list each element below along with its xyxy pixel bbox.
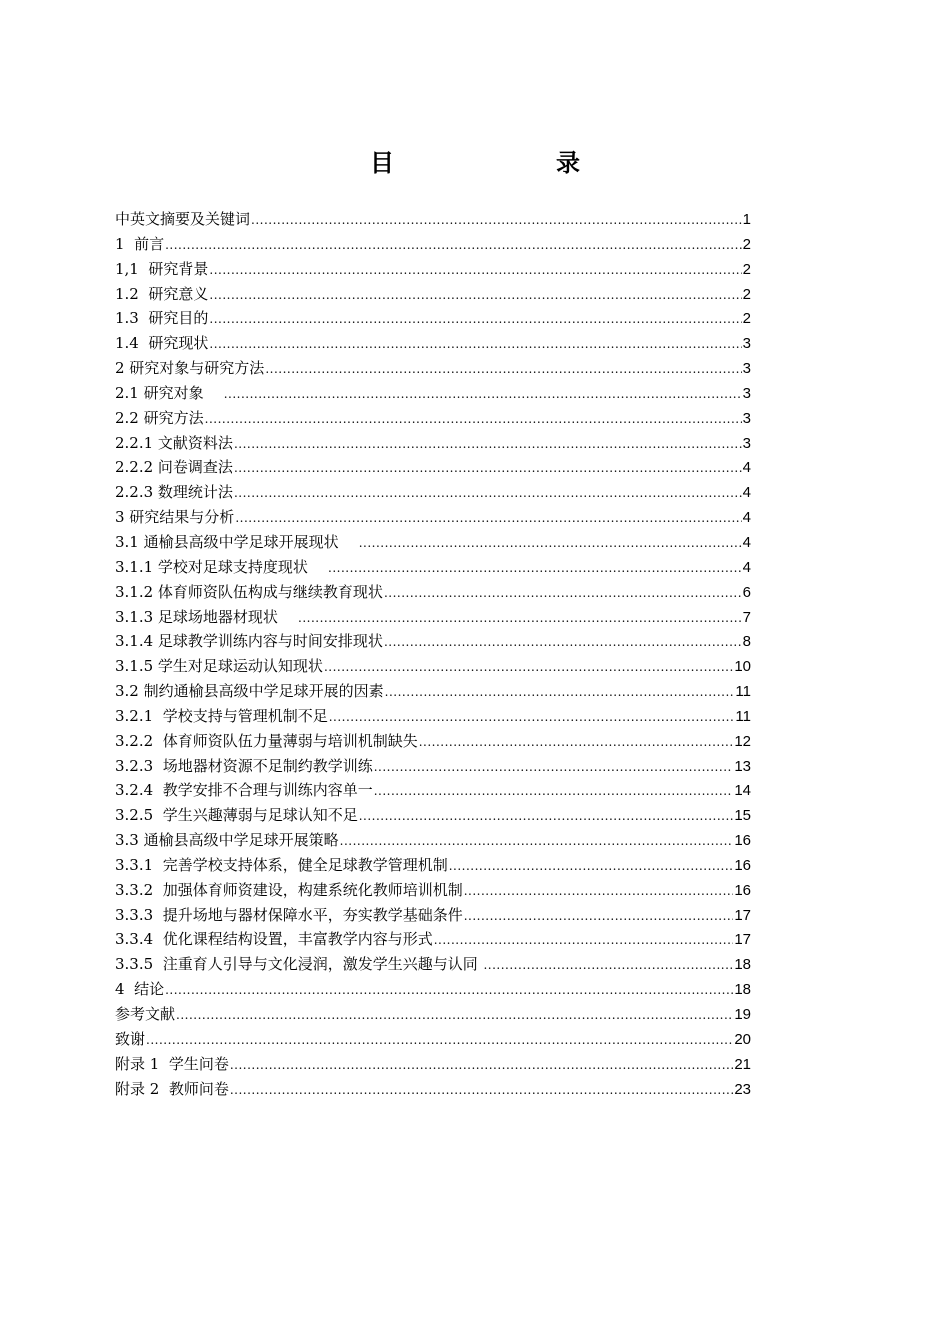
toc-entry-label: 1.4 研究现状 [115, 334, 209, 353]
toc-dot-leader [176, 1003, 733, 1027]
toc-entry-label: 3.2.5 学生兴趣薄弱与足球认知不足 [115, 806, 358, 825]
toc-entry[interactable] [115, 282, 751, 307]
toc-entry-label: 3.1.5 学生对足球运动认知现状 [115, 657, 323, 676]
toc-entry[interactable] [115, 431, 751, 456]
toc-entry[interactable] [115, 381, 751, 406]
toc-entry-page-number: 15 [734, 807, 751, 825]
toc-entry-label: 1,1 研究背景 [115, 259, 209, 278]
toc-entry-label: 1 前言 [115, 234, 165, 253]
toc-entry[interactable] [115, 977, 751, 1002]
toc-entry-label: 3.3.4 优化课程结构设置，丰富教学内容与形式 [115, 930, 433, 949]
toc-entry-label: 2.2.1 文献资料法 [115, 433, 233, 452]
toc-entry[interactable] [115, 1002, 751, 1027]
toc-entry-label: 2.2.2 问卷调查法 [115, 458, 233, 477]
toc-entry-label: 中英文摘要及关键词 [115, 210, 251, 228]
toc-dot-leader [234, 481, 742, 505]
toc-entry[interactable] [115, 754, 751, 779]
toc-entry[interactable] [115, 356, 751, 381]
toc-entry-page-number: 13 [734, 757, 751, 775]
toc-entry[interactable] [115, 629, 751, 654]
toc-dot-leader [209, 307, 741, 331]
toc-entry-page-number: 3 [742, 384, 751, 402]
toc-dot-leader [146, 1028, 733, 1052]
toc-entry-page-number: 18 [734, 956, 751, 974]
toc-dot-leader [230, 1053, 733, 1077]
toc-entry-page-number: 16 [734, 856, 751, 874]
toc-entry-label: 3.2 制约通榆县高级中学足球开展的因素 [115, 682, 384, 701]
toc-entry[interactable] [115, 580, 751, 605]
toc-dot-leader [328, 556, 742, 580]
toc-entry-label: 3.2.4 教学安排不合理与训练内容单一 [115, 781, 373, 800]
toc-entry[interactable] [115, 654, 751, 679]
toc-entry[interactable] [115, 257, 751, 282]
toc-entry-label: 3.1.2 体育师资队伍构成与继续教育现状 [115, 582, 383, 601]
toc-entry[interactable] [115, 878, 751, 903]
toc-entry-page-number: 17 [734, 906, 751, 924]
toc-dot-leader [359, 804, 734, 828]
toc-entry-label: 附录 1 学生问卷 [115, 1054, 229, 1073]
toc-entry[interactable] [115, 778, 751, 803]
toc-entry-page-number: 4 [742, 558, 751, 576]
toc-dot-leader [359, 531, 742, 555]
toc-dot-leader [419, 730, 734, 754]
toc-entry[interactable] [115, 803, 751, 828]
toc-entry-page-number: 2 [742, 235, 751, 253]
toc-entry-label: 3.3.2 加强体育师资建设，构建系统化教师培训机制 [115, 880, 463, 899]
toc-entry[interactable] [115, 331, 751, 356]
toc-entry-page-number: 23 [734, 1080, 751, 1098]
toc-entry-page-number: 1 [742, 211, 751, 228]
toc-dot-leader [483, 953, 733, 977]
toc-entry[interactable] [115, 232, 751, 257]
toc-entry-label: 2 研究对象与研究方法 [115, 359, 265, 378]
toc-entry-page-number: 21 [734, 1055, 751, 1073]
toc-entry-page-number: 3 [742, 434, 751, 452]
toc-dot-leader [434, 928, 734, 952]
toc-entry-page-number: 14 [734, 782, 751, 800]
toc-entry-label: 3.3.1 完善学校支持体系，健全足球教学管理机制 [115, 855, 448, 874]
toc-entry[interactable] [115, 555, 751, 580]
toc-dot-leader [209, 283, 741, 307]
toc-entry-page-number: 20 [734, 1030, 751, 1048]
toc-entry[interactable] [115, 1027, 751, 1052]
toc-entry[interactable] [115, 306, 751, 331]
toc-entry-page-number: 2 [742, 285, 751, 303]
toc-entry[interactable] [115, 828, 751, 853]
toc-entry-page-number: 4 [742, 484, 751, 502]
table-of-contents [115, 207, 751, 1101]
toc-entry-page-number: 17 [734, 931, 751, 949]
toc-entry-label: 4 结论 [115, 980, 165, 999]
toc-entry-page-number: 2 [742, 310, 751, 328]
toc-entry-page-number: 2 [742, 260, 751, 278]
toc-entry[interactable] [115, 605, 751, 630]
toc-entry-page-number: 18 [734, 981, 751, 999]
toc-entry-label: 2.2.3 数理统计法 [115, 483, 233, 502]
toc-dot-leader [165, 233, 742, 257]
toc-entry-page-number: 16 [734, 881, 751, 899]
toc-entry[interactable] [115, 207, 751, 232]
toc-entry[interactable] [115, 679, 751, 704]
toc-entry-label: 1.3 研究目的 [115, 309, 209, 328]
toc-dot-leader [385, 680, 735, 704]
toc-entry-page-number: 4 [742, 533, 751, 551]
toc-entry-page-number: 7 [742, 608, 751, 626]
toc-entry-label: 3 研究结果与分析 [115, 508, 235, 527]
toc-entry-page-number: 16 [734, 832, 751, 850]
toc-entry-page-number: 12 [734, 732, 751, 750]
toc-entry[interactable] [115, 927, 751, 952]
toc-dot-leader [449, 854, 734, 878]
toc-entry-page-number: 4 [742, 459, 751, 477]
toc-dot-leader [230, 1078, 733, 1102]
toc-entry-page-number: 19 [734, 1006, 751, 1023]
toc-entry-label: 3.3 通榆县高级中学足球开展策略 [115, 831, 339, 850]
toc-dot-leader [464, 879, 734, 903]
toc-entry-label: 3.3.3 提升场地与器材保障水平，夯实教学基础条件 [115, 905, 463, 924]
toc-dot-leader [374, 755, 734, 779]
toc-dot-leader [209, 258, 741, 282]
toc-dot-leader [340, 829, 734, 853]
toc-dot-leader [384, 630, 742, 654]
toc-entry[interactable] [115, 853, 751, 878]
toc-entry-label: 3.1.1 学校对足球支持度现状 [115, 557, 328, 576]
toc-entry[interactable] [115, 406, 751, 431]
toc-dot-leader [464, 904, 734, 928]
toc-dot-leader [329, 705, 735, 729]
toc-entry[interactable] [115, 903, 751, 928]
toc-dot-leader [234, 456, 742, 480]
toc-entry-page-number: 11 [735, 683, 751, 701]
toc-dot-leader [165, 978, 733, 1002]
toc-entry-page-number: 8 [742, 633, 751, 651]
toc-dot-leader [298, 606, 742, 630]
toc-title: 目 录 [370, 149, 618, 177]
toc-entry-label: 附录 2 教师问卷 [115, 1079, 229, 1098]
toc-dot-leader [235, 506, 741, 530]
toc-dot-leader [205, 407, 742, 431]
toc-entry-label: 3.2.3 场地器材资源不足制约教学训练 [115, 756, 373, 775]
toc-entry-label: 3.2.1 学校支持与管理机制不足 [115, 706, 328, 725]
toc-dot-leader [234, 432, 742, 456]
toc-entry[interactable] [115, 952, 751, 977]
toc-entry-label: 3.2.2 体育师资队伍力量薄弱与培训机制缺失 [115, 731, 418, 750]
toc-entry[interactable] [115, 729, 751, 754]
toc-entry-page-number: 4 [742, 509, 751, 527]
toc-entry-page-number: 6 [742, 583, 751, 601]
toc-dot-leader [374, 779, 734, 803]
toc-entry-label: 致谢 [115, 1029, 146, 1048]
toc-entry-page-number: 3 [742, 409, 751, 427]
toc-dot-leader [209, 332, 741, 356]
toc-entry-label: 3.3.5 注重育人引导与文化浸润，激发学生兴趣与认同 [115, 955, 483, 974]
toc-dot-leader [251, 208, 742, 232]
toc-entry-page-number: 10 [734, 658, 751, 676]
toc-entry[interactable] [115, 455, 751, 480]
toc-dot-leader [265, 357, 741, 381]
toc-entry[interactable] [115, 704, 751, 729]
toc-entry[interactable] [115, 480, 751, 505]
toc-entry-label: 3.1 通榆县高级中学足球开展现状 [115, 532, 358, 551]
toc-dot-leader [324, 655, 733, 679]
toc-entry-label: 1.2 研究意义 [115, 284, 209, 303]
toc-entry-label: 2.1 研究对象 [115, 383, 223, 402]
toc-entry[interactable] [115, 1077, 751, 1102]
toc-entry-page-number: 3 [742, 360, 751, 378]
toc-dot-leader [224, 382, 742, 406]
toc-entry-label: 3.1.3 足球场地器材现状 [115, 607, 298, 626]
toc-entry[interactable] [115, 505, 751, 530]
toc-entry-label: 参考文献 [115, 1005, 176, 1023]
toc-dot-leader [384, 581, 742, 605]
toc-entry[interactable] [115, 530, 751, 555]
toc-entry-page-number: 11 [735, 707, 751, 725]
toc-entry-page-number: 3 [742, 335, 751, 353]
toc-entry-label: 2.2 研究方法 [115, 408, 204, 427]
toc-entry-label: 3.1.4 足球教学训练内容与时间安排现状 [115, 632, 383, 651]
toc-entry[interactable] [115, 1052, 751, 1077]
